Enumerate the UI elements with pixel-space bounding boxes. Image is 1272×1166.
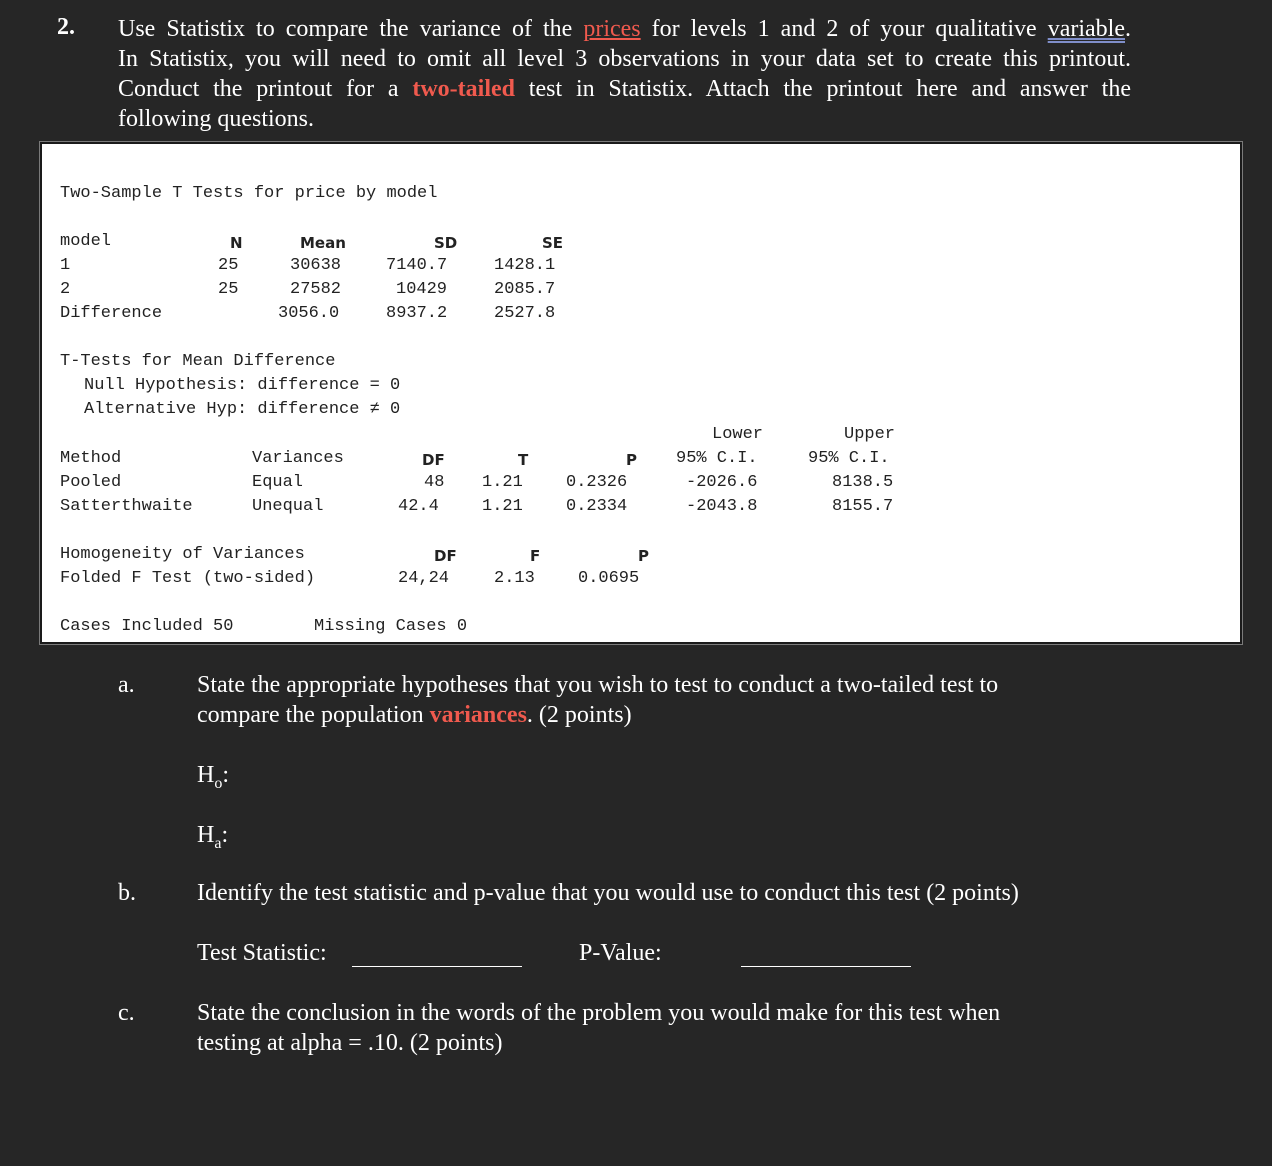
part-c-line-1: State the conclusion in the words of the problem you would make for this test when: [197, 1000, 1001, 1026]
pooled-upper: 8138.5: [832, 473, 894, 492]
h0-label: $H_o$:: [197, 762, 230, 792]
th-t: T: [518, 451, 529, 469]
statistix-printout: [40, 142, 1242, 644]
question-text: [118, 14, 1138, 134]
part-a-line-2: compare the population variances. (2 points): [197, 702, 632, 728]
row3-sd: 8937.2: [386, 304, 448, 323]
lower-header: Lower: [712, 425, 764, 444]
folded-f-label: Folded F Test (two-sided): [60, 569, 316, 588]
part-c-label: c.: [118, 1000, 135, 1026]
variances-highlight: variances: [429, 702, 527, 728]
row1-model: 1: [60, 256, 71, 275]
question-line-2: In Statistix, you will need to omit all level 3 observations in your data set to create this printout.: [118, 46, 1131, 72]
col-mean: Mean: [300, 234, 346, 252]
col-n: N: [230, 234, 243, 252]
part-c-line-2: testing at alpha = .10. (2 points): [197, 1030, 503, 1056]
question-line-4: following questions.: [118, 106, 314, 132]
satt-method: Satterthwaite: [60, 497, 193, 516]
row2-sd: 10429: [396, 280, 448, 299]
th-ci-upper: 95% C.I.: [808, 449, 890, 468]
th-p: P: [626, 451, 637, 469]
alt-hypothesis: Alternative Hyp: difference ≠ 0: [84, 400, 401, 419]
pooled-variances: Equal: [252, 473, 304, 492]
row2-se: 2085.7: [494, 280, 556, 299]
satt-df: 42.4: [398, 497, 439, 516]
col-model: model: [60, 232, 112, 251]
row1-sd: 7140.7: [386, 256, 448, 275]
th-df: DF: [422, 451, 445, 469]
p-value-label: P-Value:: [579, 940, 662, 966]
part-b-text: Identify the test statistic and p-value that you would use to conduct this test (2 points): [197, 880, 1019, 906]
row3-se: 2527.8: [494, 304, 556, 323]
part-c-text: [197, 998, 1197, 1058]
col-sd: SD: [434, 234, 458, 252]
pooled-lower: -2026.6: [686, 473, 758, 492]
row2-n: 25: [218, 280, 239, 299]
homog-p-header: P: [638, 547, 649, 565]
row3-model: Difference: [60, 304, 163, 323]
row2-mean: 27582: [290, 280, 342, 299]
th-method: Method: [60, 449, 122, 468]
row1-mean: 30638: [290, 256, 342, 275]
th-variances: Variances: [252, 449, 344, 468]
row2-model: 2: [60, 280, 71, 299]
part-a-text: [197, 670, 1197, 730]
question-line-1: Use Statistix to compare the variance of the prices for levels 1 and 2 of your qualitative variable.: [118, 16, 1131, 42]
folded-f-p: 0.0695: [578, 569, 640, 588]
satt-variances: Unequal: [252, 497, 324, 516]
variable-word: variable: [1047, 16, 1125, 42]
satt-upper: 8155.7: [832, 497, 894, 516]
question-line-3: Conduct the printout for a two-tailed test in Statistix. Attach the printout here and answer the: [118, 76, 1131, 102]
ha-label: $H_a$:: [197, 822, 229, 852]
homog-df-header: DF: [434, 547, 457, 565]
pooled-t: 1.21: [482, 473, 523, 492]
satt-p: 0.2334: [566, 497, 628, 516]
satt-t: 1.21: [482, 497, 523, 516]
part-a-line-1: State the appropriate hypotheses that you wish to test to conduct a two-tailed test to: [197, 672, 999, 698]
pooled-p: 0.2326: [566, 473, 628, 492]
question-number: 2.: [57, 14, 75, 40]
col-se: SE: [542, 234, 564, 252]
ttest-title: T-Tests for Mean Difference: [60, 352, 336, 371]
row3-mean: 3056.0: [278, 304, 340, 323]
row1-se: 1428.1: [494, 256, 556, 275]
missing-cases: Missing Cases 0: [314, 617, 468, 636]
cases-included: Cases Included 50: [60, 617, 234, 636]
satt-lower: -2043.8: [686, 497, 758, 516]
pooled-method: Pooled: [60, 473, 122, 492]
printout-title: Two-Sample T Tests for price by model: [60, 184, 438, 203]
two-tailed-highlight: two-tailed: [412, 76, 515, 102]
part-b-label: b.: [118, 880, 136, 906]
folded-f-df: 24,24: [398, 569, 450, 588]
homog-title: Homogeneity of Variances: [60, 545, 305, 564]
test-statistic-label: Test Statistic:: [197, 940, 327, 966]
prices-highlight: prices: [583, 16, 641, 42]
th-ci-lower: 95% C.I.: [676, 449, 758, 468]
homog-f-header: F: [530, 547, 541, 565]
part-a-label: a.: [118, 672, 135, 698]
upper-header: Upper: [844, 425, 896, 444]
p-value-blank[interactable]: [741, 944, 911, 967]
pooled-df: 48: [424, 473, 445, 492]
test-statistic-blank[interactable]: [352, 944, 522, 967]
null-hypothesis: Null Hypothesis: difference = 0: [84, 376, 401, 395]
row1-n: 25: [218, 256, 239, 275]
folded-f-value: 2.13: [494, 569, 535, 588]
